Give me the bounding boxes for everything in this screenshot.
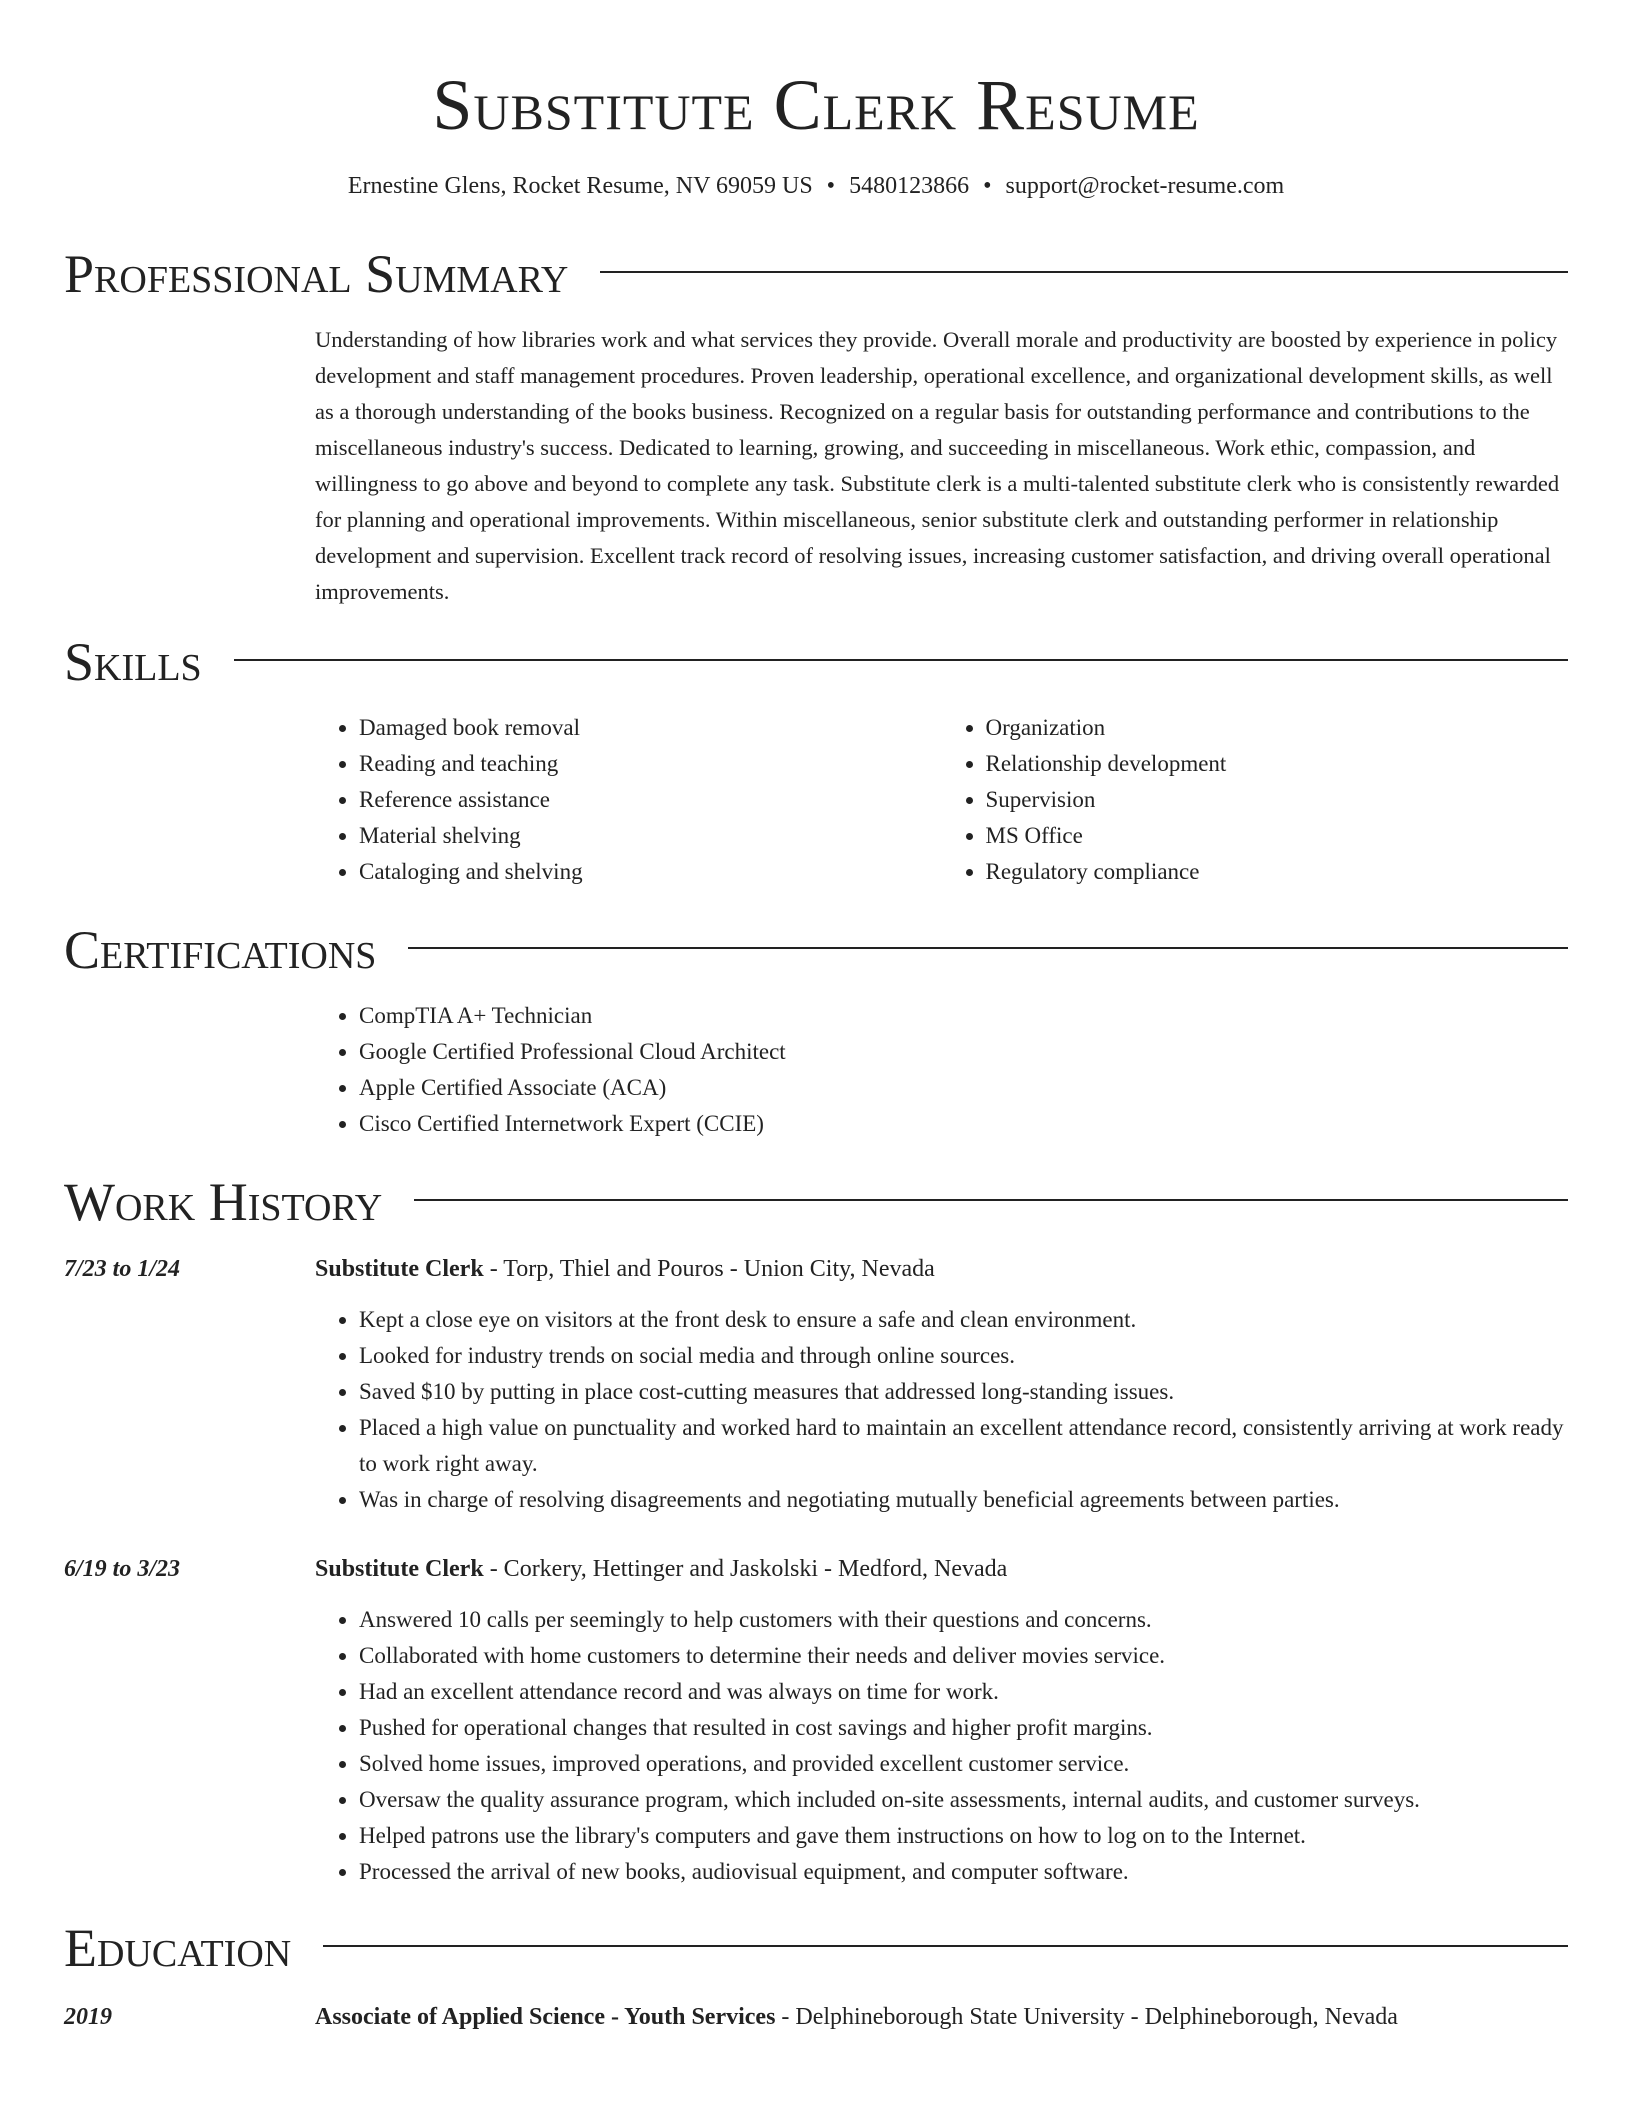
certifications-bullets — [315, 998, 1568, 1142]
job-bullet: • Had an excellent attendance record and was always on time for work. — [359, 1674, 1568, 1710]
education-info — [315, 2000, 1398, 2034]
job-info — [315, 1252, 935, 1286]
certification-item: • Cisco Certified Internetwork Expert (CCIE) — [359, 1106, 1568, 1142]
contact-separator: • — [983, 173, 992, 199]
skill-item: • MS Office — [986, 818, 1569, 854]
skill-item: • Supervision — [986, 782, 1569, 818]
contact-address: Ernestine Glens, Rocket Resume, NV 69059 US — [347, 173, 813, 199]
contact-separator: • — [826, 173, 836, 199]
job-title: Substitute Clerk — [315, 1556, 484, 1582]
contact-phone: 5480123866 — [849, 173, 970, 199]
education-details: - Delphineborough State University - Delphineborough, Nevada — [775, 2004, 1398, 2030]
job-employer: - Corkery, Hettinger and Jaskolski - Medford, Nevada — [483, 1556, 1008, 1582]
job-employer: - Torp, Thiel and Pouros - Union City, Nevada — [483, 1256, 935, 1282]
skill-item: • Material shelving — [359, 818, 942, 854]
skill-item: • Regulatory compliance — [986, 854, 1569, 890]
job-bullets — [315, 1602, 1568, 1890]
skill-item: • Reference assistance — [359, 782, 942, 818]
section-divider — [323, 1945, 1568, 1947]
job-header — [64, 1552, 1568, 1586]
job-bullet: • Solved home issues, improved operations, and provided excellent customer service. — [359, 1746, 1568, 1782]
job-bullet: • Answered 10 calls per seemingly to help customers with their questions and concerns. — [359, 1602, 1568, 1638]
contact-line — [64, 170, 1568, 202]
certification-item: • CompTIA A+ Technician — [359, 998, 1568, 1034]
certification-item: • Apple Certified Associate (ACA) — [359, 1070, 1568, 1106]
skills-column-left — [315, 710, 942, 890]
skill-item: • Relationship development — [986, 746, 1569, 782]
job-header — [64, 1252, 1568, 1286]
skill-item: • Cataloging and shelving — [359, 854, 942, 890]
section-divider — [408, 947, 1568, 949]
education-entry — [64, 2000, 1568, 2034]
job-bullet: • Was in charge of resolving disagreements and negotiating mutually beneficial agreements between parties. — [359, 1482, 1568, 1518]
summary-section-header — [64, 244, 1568, 304]
section-divider — [414, 1199, 1568, 1201]
education-year: 2019 — [64, 2004, 112, 2030]
job-dates: 6/19 to 3/23 — [64, 1556, 181, 1582]
skills-section-header — [64, 632, 1568, 692]
skills-column-right — [942, 710, 1569, 890]
section-divider — [600, 271, 1568, 273]
education-degree: Associate of Applied Science - Youth Services — [315, 2004, 776, 2030]
job-info — [315, 1552, 1007, 1586]
education-heading: Education — [64, 1918, 292, 1978]
job-entry — [64, 1252, 1568, 1518]
job-title: Substitute Clerk — [315, 1256, 484, 1282]
education-section-header — [64, 1918, 1568, 1978]
job-bullet: • Kept a close eye on visitors at the front desk to ensure a safe and clean environment. — [359, 1302, 1568, 1338]
certifications-section-header — [64, 920, 1568, 980]
certification-item: • Google Certified Professional Cloud Architect — [359, 1034, 1568, 1070]
resume-title: Substitute Clerk Resume — [432, 65, 1200, 145]
work-section-header — [64, 1172, 1568, 1232]
skill-item: • Damaged book removal — [359, 710, 942, 746]
job-bullet: • Looked for industry trends on social media and through online sources. — [359, 1338, 1568, 1374]
job-entry — [64, 1552, 1568, 1890]
contact-email: support@rocket-resume.com — [1005, 173, 1285, 199]
job-bullet: • Collaborated with home customers to determine their needs and deliver movies service. — [359, 1638, 1568, 1674]
job-bullet: • Helped patrons use the library's computers and gave them instructions on how to log on to the Internet. — [359, 1818, 1568, 1854]
job-bullet: • Placed a high value on punctuality and worked hard to maintain an excellent attendance record, consistently arriving at work ready to work right away. — [359, 1410, 1568, 1482]
skills-list — [315, 710, 1568, 890]
summary-text: Understanding of how libraries work and what services they provide. Overall morale and productivity are boosted by experience in policy development and staff management procedures. Proven leadership, operational excellence, and organizational development skills, as well as a thorough understanding of the books business. Recognized on a regular basis for outstanding performance and contributions to the miscellaneous industry's success. Dedicated to learning, growing, and succeeding in miscellaneous. Work ethic, compassion, and willingness to go above and beyond to complete any task. Substitute clerk is a multi-talented substitute clerk who is consistently rewarded for planning and operational improvements. Within miscellaneous, senior substitute clerk and outstanding performer in relationship development and supervision. Excellent track record of resolving issues, increasing customer satisfaction, and driving overall operational improvements. — [315, 327, 1560, 604]
job-bullet: • Saved $10 by putting in place cost-cutting measures that addressed long-standing issues. — [359, 1374, 1568, 1410]
certifications-heading: Certifications — [64, 920, 377, 980]
job-bullet: • Pushed for operational changes that resulted in cost savings and higher profit margins. — [359, 1710, 1568, 1746]
skill-item: • Reading and teaching — [359, 746, 942, 782]
job-bullet: • Processed the arrival of new books, audiovisual equipment, and computer software. — [359, 1854, 1568, 1890]
skill-item: • Organization — [986, 710, 1569, 746]
job-bullet: • Oversaw the quality assurance program, which included on-site assessments, internal audits, and customer surveys. — [359, 1782, 1568, 1818]
summary-heading: Professional Summary — [64, 244, 569, 304]
work-history-list — [64, 1252, 1568, 1890]
resume-page — [64, 0, 1568, 2034]
skills-heading: Skills — [64, 632, 202, 692]
certifications-list — [315, 998, 1568, 1142]
section-divider — [234, 659, 1568, 661]
job-bullets — [315, 1302, 1568, 1518]
job-dates: 7/23 to 1/24 — [64, 1256, 181, 1282]
work-heading: Work History — [64, 1172, 383, 1232]
